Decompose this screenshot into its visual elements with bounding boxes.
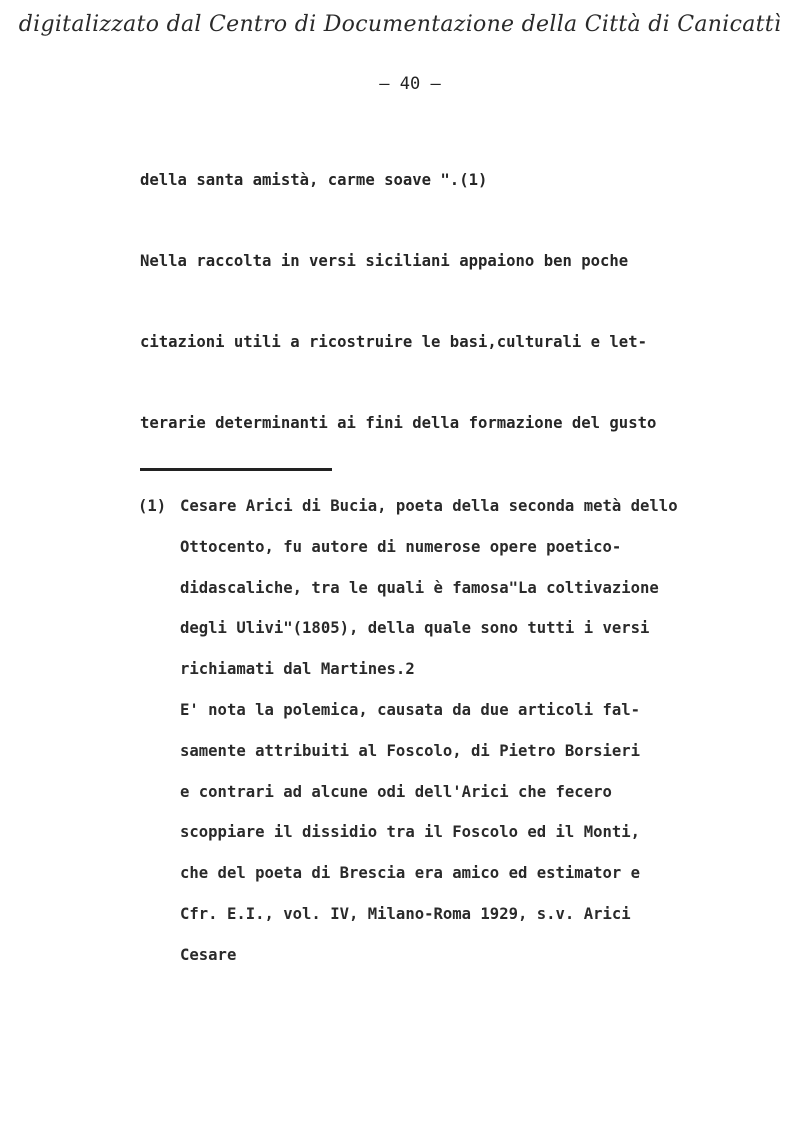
footnote-line: E' nota la polemica, causata da due articoli fal-: [180, 700, 641, 719]
footnote-line: richiamati dal Martines.2: [180, 660, 415, 679]
footnote-line: Ottocento, fu autore di numerose opere poetico-: [180, 537, 622, 556]
footnote-line: samente attribuiti al Foscolo, di Pietro Borsieri: [180, 741, 641, 760]
footnote-line: degli Ulivi"(1805), della quale sono tutti i versi: [180, 619, 650, 638]
footnote-line: Cfr. E.I., vol. IV, Milano-Roma 1929, s.v. Arici: [180, 904, 631, 923]
footnote-text: Cesare Arici di Bucia, poeta della seconda metà dello: [180, 497, 678, 515]
footnote-line: Cesare: [180, 945, 237, 964]
body-line: citazioni utili a ricostruire le basi,culturali e let-: [140, 333, 647, 351]
footnote-line: [138, 494, 778, 535]
body-line: terarie determinanti ai fini della formazione del gusto: [140, 414, 657, 432]
body-line: della santa amistà, carme soave ".(1): [140, 171, 488, 189]
footnote-marker: (1): [138, 497, 167, 515]
body-line: Nella raccolta in versi siciliani appaiono ben poche: [140, 252, 629, 270]
page-number: – 40 –: [379, 74, 441, 94]
footnote-line: che del poeta di Brescia era amico ed estimator e: [180, 864, 641, 883]
footnote-line: didascaliche, tra le quali è famosa"La coltivazione: [180, 578, 659, 597]
digitization-watermark: digitalizzato dal Centro di Documentazione della Città di Canicattì: [18, 12, 782, 37]
footnote-separator: [140, 468, 332, 471]
footnote: [138, 494, 778, 984]
footnote-line: scoppiare il dissidio tra il Foscolo ed il Monti,: [180, 823, 641, 842]
body-text: [140, 168, 780, 492]
footnote-line: e contrari ad alcune odi dell'Arici che fecero: [180, 782, 612, 801]
